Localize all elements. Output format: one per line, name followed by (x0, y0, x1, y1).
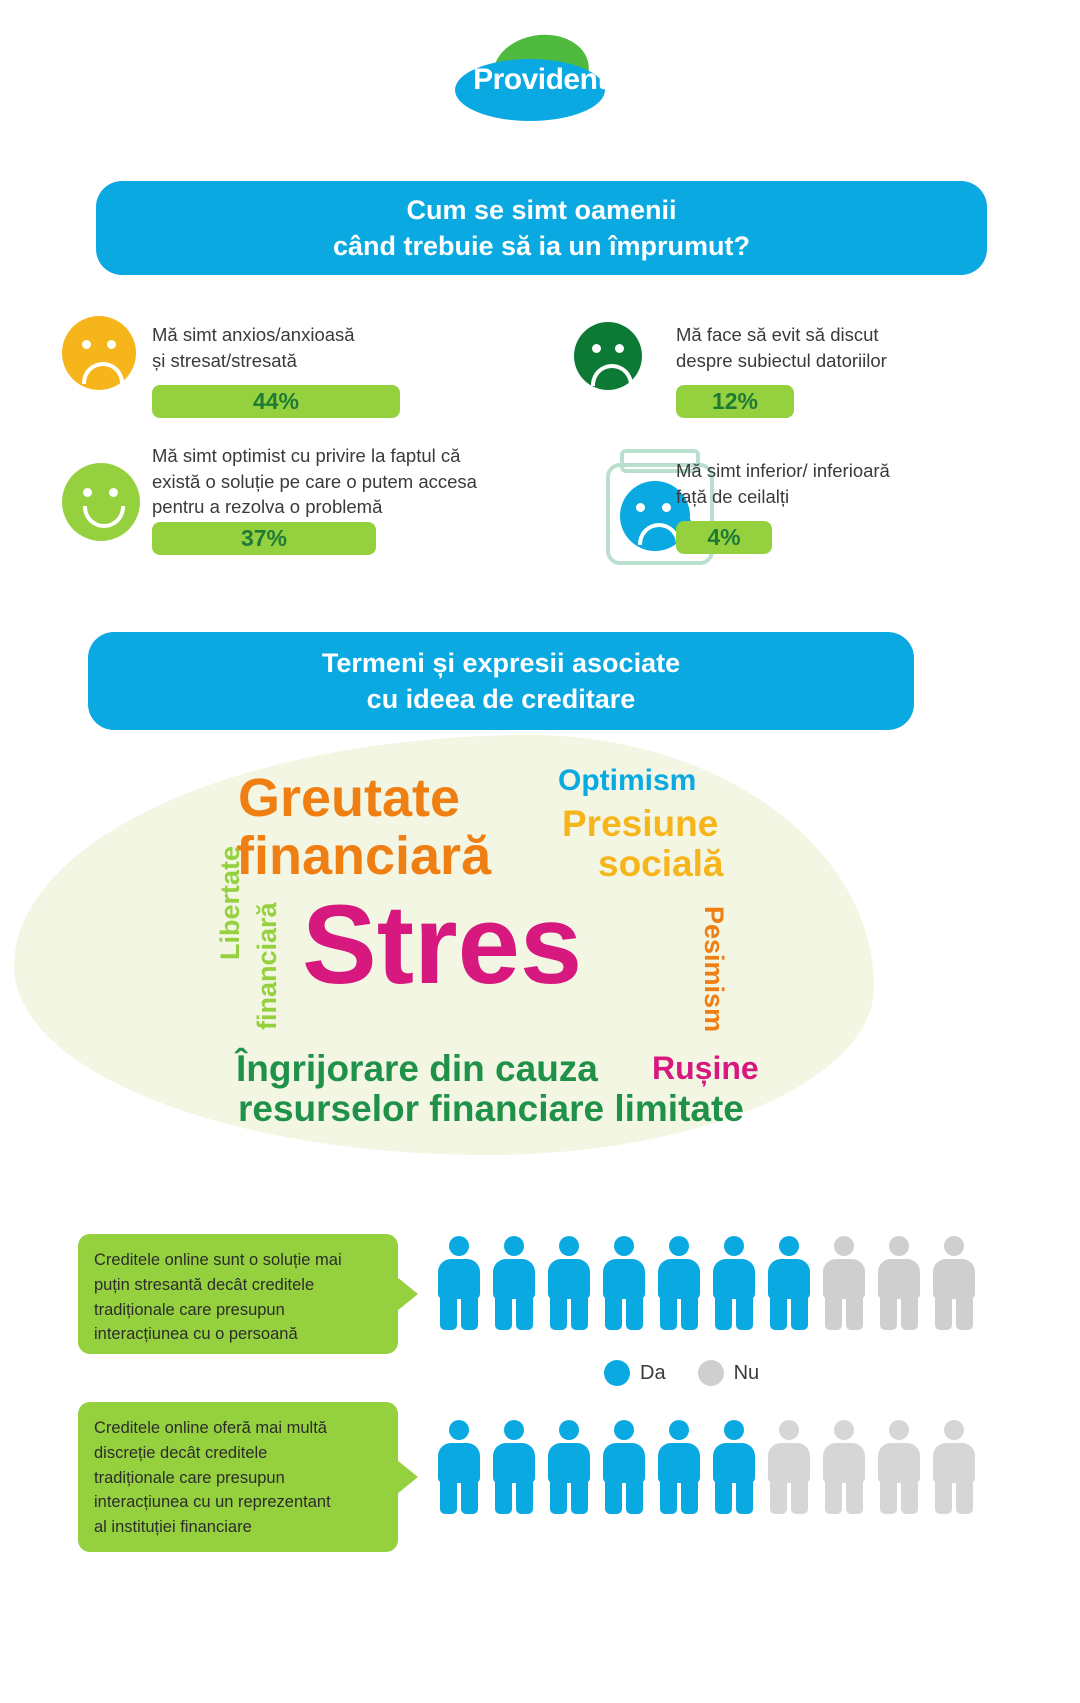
percent-bar-37: 37% (152, 522, 376, 555)
percent-bar-12: 12% (676, 385, 794, 418)
person-icon-yes (436, 1236, 482, 1330)
wordcloud-word-financiara: financiară (236, 826, 492, 886)
percent-bar-44: 44% (152, 385, 400, 418)
section-title-feelings (96, 181, 987, 275)
section-title-terms (88, 632, 914, 730)
person-icon-no (876, 1236, 922, 1330)
person-icon-yes (601, 1236, 647, 1330)
feeling-text: Mă simt anxios/anxioasă și stresat/stresată (152, 324, 355, 371)
feeling-text: Mă simt inferior/ inferioară față de ceilalți (676, 460, 890, 507)
people-legend (604, 1360, 759, 1386)
person-icon-yes (546, 1236, 592, 1330)
wordcloud-word-resurse: resurselor financiare limitate (238, 1088, 744, 1129)
statement-line-3: tradiționale care presupun (94, 1468, 285, 1487)
statement-line-4: interacțiunea cu o persoană (94, 1325, 298, 1344)
person-icon-no (821, 1236, 867, 1330)
wordcloud-word-stres: Stres (302, 882, 583, 1007)
person-icon-no (931, 1236, 977, 1330)
statement-line-2: puțin stresantă decât creditele (94, 1275, 315, 1294)
person-icon-yes (766, 1236, 812, 1330)
person-icon-yes (656, 1236, 702, 1330)
person-icon-yes (491, 1420, 537, 1514)
person-icon-yes (546, 1420, 592, 1514)
statement-line-2: discreție decât creditele (94, 1443, 268, 1462)
legend-dot-no (698, 1360, 724, 1386)
wordcloud-word-presiune: Presiune (562, 803, 719, 844)
statement-line-4: interacțiunea cu un reprezentant (94, 1493, 331, 1512)
statement-line-1: Creditele online oferă mai multă (94, 1419, 327, 1437)
statement-callout-online-less-stressful (78, 1234, 398, 1354)
callout-arrow-icon (397, 1277, 418, 1311)
person-icon-no (876, 1420, 922, 1514)
wordcloud-word-pesimism: Pesimism (699, 906, 729, 1033)
person-icon-yes (601, 1420, 647, 1514)
person-icon-yes (491, 1236, 537, 1330)
logo-text: Provident (473, 63, 607, 96)
statement-line-1: Creditele online sunt o soluție mai (94, 1251, 342, 1269)
wordcloud-word-rusine: Rușine (652, 1050, 759, 1086)
callout-arrow-icon (397, 1460, 418, 1494)
wordcloud-word-financiara-2: financiară (252, 902, 282, 1030)
percent-bar-4: 4% (676, 521, 772, 554)
wordcloud-word-libertate: Libertate (215, 845, 245, 960)
person-icon-yes (711, 1236, 757, 1330)
happy-face-icon (62, 463, 140, 541)
legend-label-yes: Da (640, 1361, 666, 1384)
person-icon-yes (656, 1420, 702, 1514)
people-row-statement-1 (436, 1236, 977, 1330)
people-row-statement-2 (436, 1420, 977, 1514)
statement-line-5: al instituției financiare (94, 1518, 252, 1536)
statement-line-3: tradiționale care presupun (94, 1300, 285, 1319)
sad-face-icon (62, 316, 136, 390)
person-icon-no (821, 1420, 867, 1514)
wordcloud-word-optimism: Optimism (558, 764, 697, 797)
wordcloud-word-sociala: socială (598, 843, 724, 884)
feeling-text: Mă simt optimist cu privire la faptul că există o soluție pe care o putem accesa pentru a rezolva o problemă (152, 445, 477, 518)
statement-callout-online-more-discretion (78, 1402, 398, 1552)
person-icon-yes (436, 1420, 482, 1514)
legend-dot-yes (604, 1360, 630, 1386)
person-icon-no (931, 1420, 977, 1514)
person-icon-no (766, 1420, 812, 1514)
person-icon-yes (711, 1420, 757, 1514)
legend-label-no: Nu (733, 1361, 760, 1384)
banner-line-2: cu ideea de creditare (366, 684, 636, 714)
brand-logo (0, 28, 1080, 138)
sad-face-icon (574, 322, 642, 390)
feeling-text: Mă face să evit să discut despre subiectul datoriilor (676, 324, 887, 371)
banner-line-1: Cum se simt oamenii (406, 194, 677, 225)
wordcloud-word-ingrijorare: Îngrijorare din cauza (236, 1048, 598, 1089)
wordcloud-word-greutate: Greutate (238, 768, 461, 828)
banner-line-1: Termeni și expresii asociate (321, 647, 681, 678)
banner-line-2: când trebuie să ia un împrumut? (332, 231, 751, 261)
